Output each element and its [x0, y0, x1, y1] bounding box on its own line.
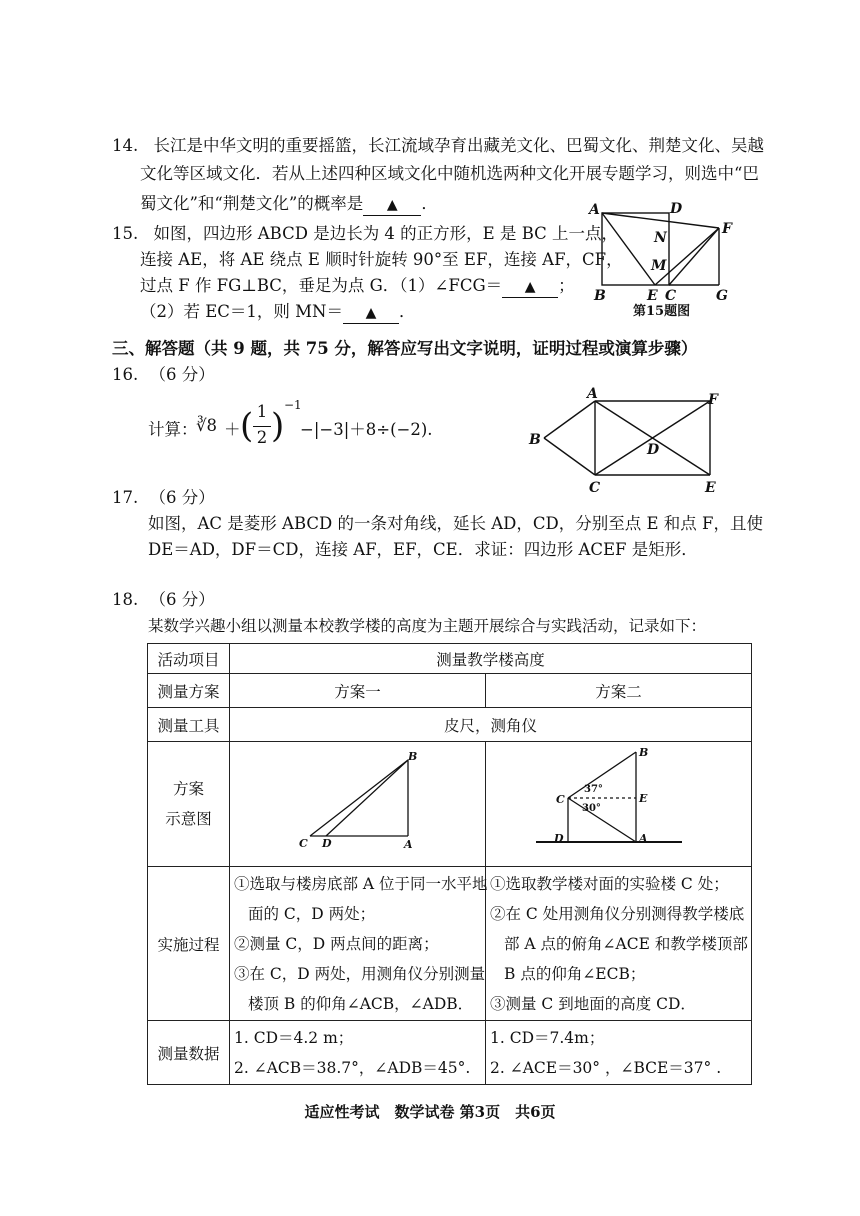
q15-label-f: F [722, 221, 732, 237]
q15-answer-blank-2: ▲ [343, 302, 399, 324]
q15-line3: 过点 F 作 FG⊥BC，垂足为点 G．（1）∠FCG＝ ▲ ； [140, 274, 575, 298]
plan2-label-c: C [556, 793, 565, 806]
section3-title: 三、解答题（共 9 题，共 75 分，解答应写出文字说明，证明过程或演算步骤） [112, 339, 698, 358]
table-row-process [148, 867, 752, 1021]
cell-diagram-plan1 [230, 742, 486, 867]
plan2-angle-37: 37° [584, 784, 603, 795]
table-row-tools [148, 708, 752, 742]
plan2-sightline-ca [568, 798, 636, 842]
q17-number: 17. [112, 488, 139, 507]
q17-line1: 如图，AC 是菱形 ABCD 的一条对角线，延长 AD，CD，分别至点 E 和点 F，且使 [148, 514, 763, 533]
q15-figure-caption: 第15题图 [633, 304, 691, 319]
q17-label-b: B [529, 432, 541, 448]
q17-label-d: D [647, 442, 660, 458]
plan1-sightline-cb [310, 760, 408, 836]
q18-number: 18. [112, 590, 139, 609]
table-row-plan [148, 674, 752, 708]
q17-label-a: A [587, 386, 598, 402]
plan1-diagram [230, 742, 484, 862]
q15-line2: 连接 AE，将 AE 绕点 E 顺时针旋转 90°至 EF，连接 AF，CF， [140, 250, 623, 269]
q15-segment-ae [602, 213, 655, 285]
plan1-label-c: C [299, 837, 308, 850]
q18-header [112, 588, 215, 612]
cell-process-plan1: ①选取与楼房底部 A 位于同一水平地 面的 C，D 两处； ②测量 C，D 两点间的距离； ③在 C，D 两处，用测角仪分别测量 楼顶 B 的仰角∠ACB，∠ADB． [230, 867, 486, 1021]
q16-score: （6 分） [149, 365, 215, 384]
q17-label-e: E [705, 480, 716, 496]
exam-page: 14. 长江是中华文明的重要摇篮，长江流域孕育出藏羌文化、巴蜀文化、荆楚文化、吴越 文化等区域文化．若从上述四种区域文化中随机选两种文化开展专题学习，则选中“巴 蜀文化”和“荆楚文化”的概率是 ▲ ． 15. 如图，四边形 ABCD 是边长为 4 的正方形，E 是 BC 上一点， 连接 AE，将 AE 绕点 E 顺时针旋转 90°至 EF，连接 AF，CF， 过点 F 作 FG⊥BC，垂足为点 G．（1）∠FCG＝ ▲ ； （2）若 EC＝1，则 MN＝ ▲ ． A D N F M B E C G 第15题图 三、解答题（共 9 题，共 75 分，解答应写出文字说明，证明过程或演算步骤） 16. （6 分） 计算： ∛8 ＋ ( 1 2 ) −1 −|−3|＋8÷(−2). A F B D C E 17. （6 分） 如图，AC 是菱形 ABCD 的一条对角线，延长 AD，CD，分别至点 E 和点 F，且使 DE＝AD，DF＝CD，连接 AF，EF，CE．求证：四边形 ACEF 是矩形． 18. （6 分） 某数学兴趣小组以测量本校教学楼的高度为主题开展综合与实践活动，记录如下： 活动项目 测量教学楼高度 测量方案 方案一 方案二 测量工具 皮尺，测角仪 方案 示意图 B C D A B C E D A 37° 30° 实施过程 ①选取与楼房底部 A 位于同一水平地 面的 C，D 两处； ②测量 C，D 两点间的距离； ③在 C，D 两处，用测角仪分别测量 楼顶 B 的仰角∠ACB，∠ADB． ①选取教学楼对面的实验楼 C 处； ②在 C 处用测角仪分别测得教学楼底 部 A 点的俯角∠ACE 和教学楼顶部 B 点的仰角∠ECB； ③测量 C 到地面的高度 CD． 测量数据 1. CD＝4.2 m； 2. ∠ACB＝38.7°，∠ADB＝45°. 1. CD＝7.4m； 2. ∠ACE＝30° ，∠BCE＝37° . 适应性考试 数学试卷 第3页 共6页 [0, 0, 860, 1216]
plan2-diagram [486, 742, 750, 862]
q17-line2: DE＝AD，DF＝CD，连接 AF，EF，CE．求证：四边形 ACEF 是矩形． [148, 540, 698, 559]
q15-segment-af [602, 213, 719, 228]
q15-answer-blank-1: ▲ [502, 276, 558, 298]
q18-score: （6 分） [149, 590, 215, 609]
plan1-label-b: B [408, 750, 418, 763]
q14-line3: 蜀文化”和“荆楚文化”的概率是 ▲ ． [140, 192, 438, 216]
q18-table [147, 643, 752, 1085]
plan1-sightline-db [326, 760, 408, 836]
cell-activity-value: 测量教学楼高度 [230, 644, 752, 674]
plan2-label-e: E [639, 792, 648, 805]
q15-figure [585, 200, 745, 320]
cell-tools-value: 皮尺，测角仪 [230, 708, 752, 742]
q16-exponent: −1 [284, 398, 302, 412]
q14-text-1: 长江是中华文明的重要摇篮，长江流域孕育出藏羌文化、巴蜀文化、荆楚文化、吴越 [153, 136, 764, 155]
q16-cube-root: ∛8 [196, 416, 218, 435]
q15-line1 [112, 222, 618, 246]
q14-line1 [112, 134, 764, 158]
q17-label-c: C [589, 480, 601, 496]
q14-text-3: 蜀文化”和“荆楚文化”的概率是 [140, 194, 364, 213]
q17-figure [525, 386, 735, 496]
q15-label-n: N [654, 230, 667, 246]
q15-square [602, 213, 669, 285]
cell-data-plan1: 1. CD＝4.2 m； 2. ∠ACB＝38.7°，∠ADB＝45°. [230, 1021, 486, 1085]
q15-label-c: C [665, 288, 677, 304]
q15-label-a: A [589, 202, 600, 218]
q15-line4: （2）若 EC＝1，则 MN＝ ▲ ． [140, 300, 416, 324]
plan2-label-d: D [554, 832, 564, 845]
q14-line2: 文化等区域文化．若从上述四种区域文化中随机选两种文化开展专题学习，则选中“巴 [140, 164, 759, 183]
table-row-diagram [148, 742, 752, 867]
q16-number: 16. [112, 365, 139, 384]
plan2-angle-30: 30° [582, 803, 601, 814]
plan2-label-a: A [639, 832, 648, 845]
q17-segment-ab [544, 401, 595, 438]
plan2-label-b: B [639, 746, 649, 759]
cell-diagram-plan2 [486, 742, 752, 867]
table-row-data [148, 1021, 752, 1085]
q16-fraction-den: 2 [256, 428, 268, 447]
q16-header [112, 363, 215, 387]
q15-label-g: G [716, 288, 728, 304]
q14-answer-blank: ▲ [363, 194, 421, 216]
q15-text-1: 如图，四边形 ABCD 是边长为 4 的正方形，E 是 BC 上一点， [153, 224, 619, 243]
cell-plan2: 方案二 [486, 674, 752, 708]
cell-process-plan2: ①选取教学楼对面的实验楼 C 处； ②在 C 处用测角仪分别测得教学楼底 部 A 点的俯角∠ACE 和教学楼顶部 B 点的仰角∠ECB； ③测量 C 到地面的高度 CD． [486, 867, 752, 1021]
cell-data-label: 测量数据 [148, 1021, 230, 1085]
q16-fraction-num: 1 [256, 402, 268, 421]
q15-label-d: D [670, 201, 683, 217]
plan1-label-a: A [404, 838, 413, 851]
q15-label-b: B [594, 288, 606, 304]
cell-plan1: 方案一 [230, 674, 486, 708]
cell-activity-label: 活动项目 [148, 644, 230, 674]
q15-label-m: M [651, 258, 667, 274]
cell-plan-label: 测量方案 [148, 674, 230, 708]
cell-diagram-label: 方案 示意图 [148, 742, 230, 867]
q15-segment-cf [669, 228, 719, 285]
cell-tools-label: 测量工具 [148, 708, 230, 742]
plan1-label-d: D [322, 837, 332, 850]
q15-number: 15. [112, 224, 139, 243]
q14-number: 14. [112, 136, 139, 155]
q15-label-e: E [647, 288, 658, 304]
q18-intro: 某数学兴趣小组以测量本校教学楼的高度为主题开展综合与实践活动，记录如下： [148, 617, 707, 635]
page-footer: 适应性考试 数学试卷 第3页 共6页 [304, 1103, 556, 1121]
cell-data-plan2: 1. CD＝7.4m； 2. ∠ACE＝30° ，∠BCE＝37° . [486, 1021, 752, 1085]
table-row-activity [148, 644, 752, 674]
q17-header [112, 486, 215, 510]
q17-label-f: F [708, 392, 718, 408]
cell-process-label: 实施过程 [148, 867, 230, 1021]
q17-segment-bc [544, 438, 595, 475]
q17-score: （6 分） [149, 488, 215, 507]
